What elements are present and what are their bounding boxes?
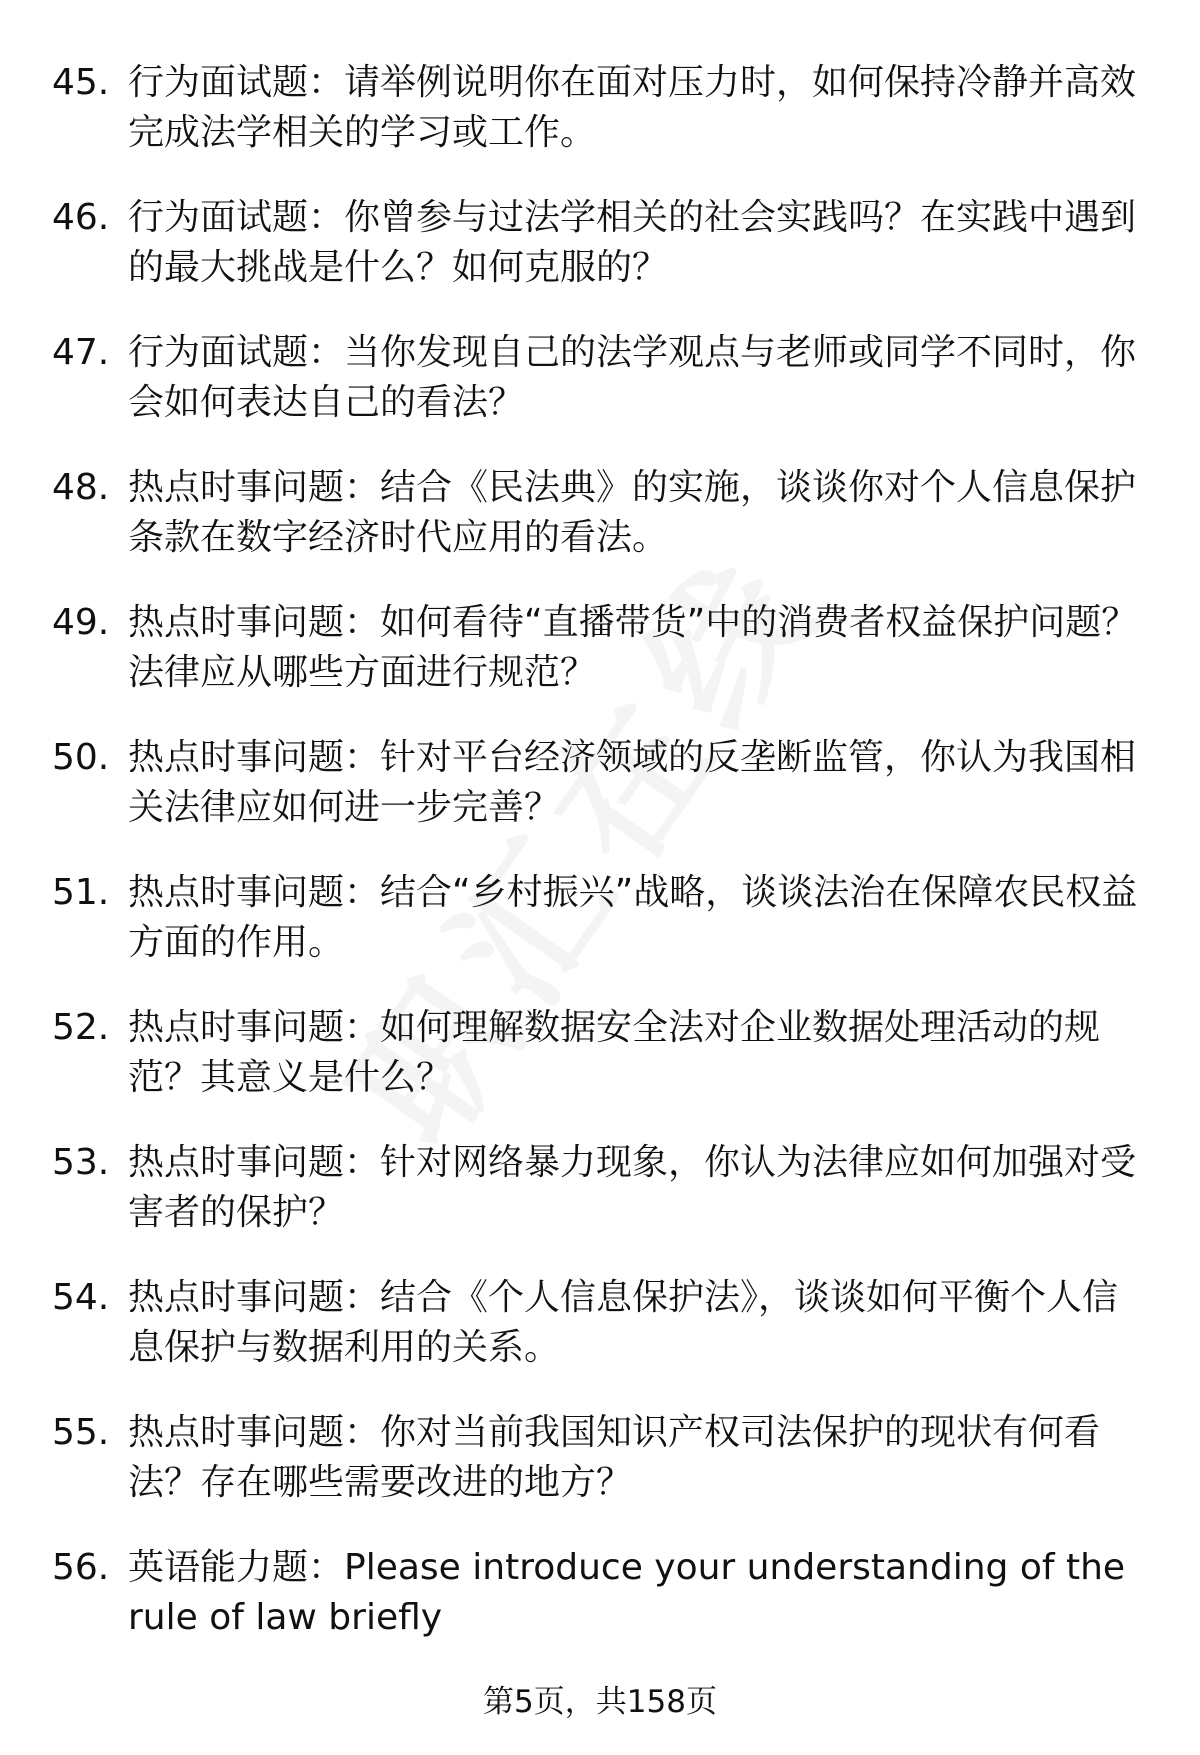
- question-text: 热点时事问题：你对当前我国知识产权司法保护的现状有何看法？存在哪些需要改进的地方？: [128, 1412, 1101, 1503]
- question-item: [52, 1003, 1152, 1103]
- question-text: 行为面试题：当你发现自己的法学观点与老师或同学不同时，你会如何表达自己的看法？: [128, 332, 1137, 423]
- question-text: 热点时事问题：结合《民法典》的实施，谈谈你对个人信息保护条款在数字经济时代应用的看法。: [128, 467, 1137, 558]
- question-item: [52, 1543, 1152, 1643]
- question-text: 热点时事问题：针对网络暴力现象，你认为法律应如何加强对受害者的保护？: [128, 1142, 1137, 1233]
- question-item: [52, 1138, 1152, 1238]
- question-text: 热点时事问题：结合“乡村振兴”战略，谈谈法治在保障农民权益方面的作用。: [128, 872, 1138, 963]
- question-number: 49.: [52, 602, 110, 643]
- question-item: [52, 1408, 1152, 1508]
- question-text: 行为面试题：你曾参与过法学相关的社会实践吗？在实践中遇到的最大挑战是什么？如何克服的？: [128, 197, 1137, 288]
- question-text: 英语能力题：Please introduce your understanding of the rule of law briefly: [128, 1547, 1126, 1638]
- question-number: 47.: [52, 332, 110, 373]
- question-item: [52, 733, 1152, 833]
- question-item: [52, 328, 1152, 428]
- question-item: [52, 868, 1152, 968]
- question-item: [52, 58, 1152, 158]
- question-number: 54.: [52, 1277, 110, 1318]
- question-text: 热点时事问题：针对平台经济领域的反垄断监管，你认为我国相关法律应如何进一步完善？: [128, 737, 1137, 828]
- question-list: [52, 58, 1152, 1678]
- page-number-footer: 第5页，共158页: [483, 1684, 717, 1720]
- question-number: 51.: [52, 872, 110, 913]
- question-text: 行为面试题：请举例说明你在面对压力时，如何保持冷静并高效完成法学相关的学习或工作。: [128, 62, 1137, 153]
- question-item: [52, 1273, 1152, 1373]
- question-number: 48.: [52, 467, 110, 508]
- question-number: 52.: [52, 1007, 110, 1048]
- question-number: 56.: [52, 1547, 110, 1588]
- question-item: [52, 463, 1152, 563]
- question-text: 热点时事问题：结合《个人信息保护法》，谈谈如何平衡个人信息保护与数据利用的关系。: [128, 1277, 1119, 1368]
- question-text: 热点时事问题：如何理解数据安全法对企业数据处理活动的规范？其意义是什么？: [128, 1007, 1101, 1098]
- question-text: 热点时事问题：如何看待“直播带货”中的消费者权益保护问题？法律应从哪些方面进行规范？: [128, 602, 1138, 693]
- question-item: [52, 598, 1152, 698]
- question-number: 53.: [52, 1142, 110, 1183]
- question-number: 46.: [52, 197, 110, 238]
- question-item: [52, 193, 1152, 293]
- question-number: 45.: [52, 62, 110, 103]
- question-number: 50.: [52, 737, 110, 778]
- question-number: 55.: [52, 1412, 110, 1453]
